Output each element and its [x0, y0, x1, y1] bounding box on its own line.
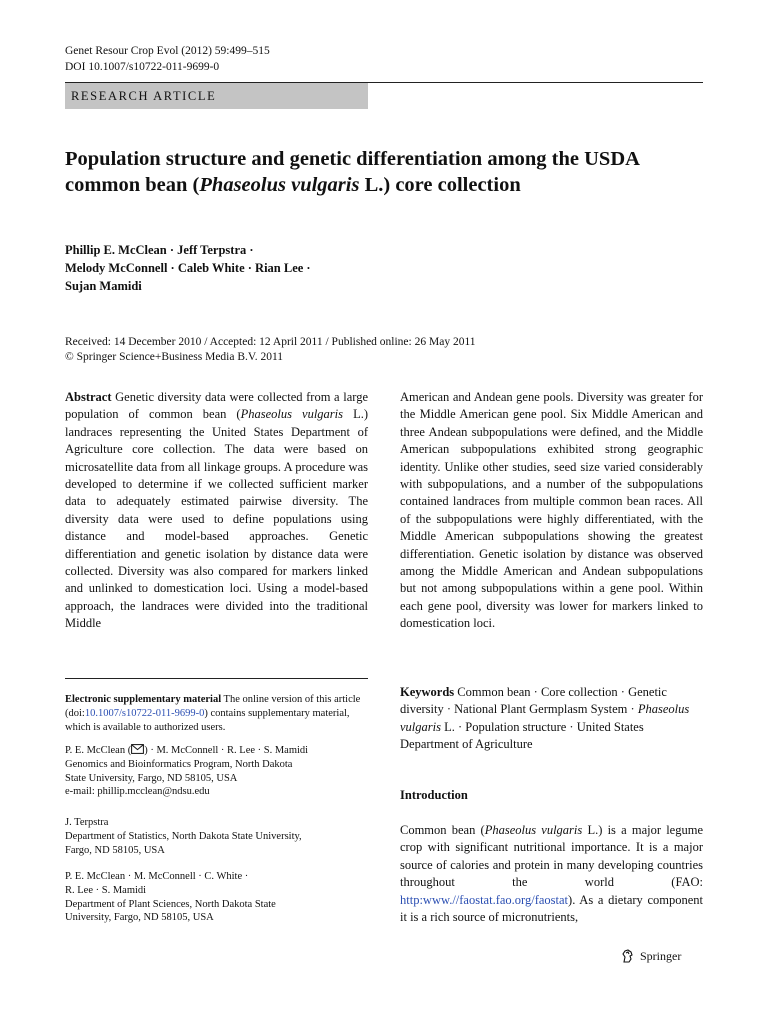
doi-line: DOI 10.1007/s10722-011-9699-0 [65, 61, 220, 73]
footnote-rule [65, 678, 368, 679]
affiliation-3-line2: R. Lee · S. Mamidi [65, 884, 147, 896]
springer-horse-icon [620, 948, 636, 964]
corresponding-author: P. E. McClean ( [65, 745, 132, 756]
affiliation-3-line4: University, Fargo, ND 58105, USA [65, 912, 214, 924]
esm-text2: ) contains supplementary material, which is available to authorized users. [65, 707, 350, 733]
affiliation-3-line1: P. E. McClean · M. McConnell · C. White · [65, 871, 249, 882]
envelope-icon [131, 744, 144, 754]
journal-line: Genet Resour Crop Evol (2012) 59:499–515 [65, 45, 270, 57]
affiliation-1 [65, 744, 368, 799]
author-list [65, 241, 705, 295]
intro-italic: Phaseolus vulgaris [484, 823, 583, 837]
intro-text1: Common bean ( [400, 823, 485, 837]
esm-text1: The online version of this article (doi: [65, 694, 361, 719]
affiliation-3 [65, 870, 368, 925]
affiliation-1-line3: State University, Fargo, ND 58105, USA [65, 772, 238, 784]
abstract-text2: L.) landraces representing the United States Department of Agriculture core collection. The data were based on microsatellite data from all linkage groups. A procedure was developed to determine if we collected sufficient marker data to adequately estimated pairwise diversity. The diversity data were used to define populations using distance and model-based approaches. Genetic differentiation and genetic isolation by distance data were collected. Diversity was also compared for markers linked and unlinked to domestication loci. Using a model-based approach, the landraces were divided into the traditional Middle [65, 407, 368, 631]
authors-line2: Melody McConnell · Caleb White · Rian Lee · [65, 261, 311, 275]
affiliation-3-line3: Department of Plant Sciences, North Dakota State [65, 898, 276, 910]
publisher-footer [620, 948, 681, 964]
abstract-right: American and Andean gene pools. Diversity was greater for the Middle American gene pool. Six Middle American and three Andean subpopulations were defined, and the Middle American subpopulations exhibited strong geographic identity. Unlike other studies, seed size varied considerably with subpopulations, and a number of the subpopulations contained landraces from multiple common bean races. All of the subpopulations were highly differentiated, with the Middle American subpopulations showing the greatest differentiation. Genetic isolation by distance was observed among the Middle American and Andean subpopulations but not among subpopulations within a gene pool. Within each gene pool, diversity was lower for markers linked to domestication loci. [400, 390, 703, 631]
esm-note [65, 693, 368, 734]
keywords-text2: L. · Population structure · United States Department of Agriculture [400, 719, 644, 752]
authors-line1: Phillip E. McClean · Jeff Terpstra · [65, 243, 254, 257]
faostat-link[interactable]: http:www.//faostat.fao.org/faostat [400, 892, 569, 907]
keywords-italic: Phaseolus vulgaris [400, 702, 690, 734]
publisher-name: Springer [640, 948, 682, 963]
intro-text2: L.) is a major legume crop with significant nutritional importance. It is a major source of calories and protein in many developing countries throughout the world (FAO: [400, 823, 703, 890]
abstract-left [65, 389, 368, 633]
keywords-block [400, 684, 703, 754]
dates-line: Received: 14 December 2010 / Accepted: 12 April 2011 / Published online: 26 May 2011 [65, 336, 476, 348]
affiliation-2 [65, 816, 368, 857]
abstract-heading: Abstract [65, 390, 112, 404]
esm-heading: Electronic supplementary material [65, 694, 222, 705]
intro-text3: ). As a dietary component it is a rich source of micronutrients, [400, 892, 703, 925]
copyright-line: © Springer Science+Business Media B.V. 2011 [65, 351, 284, 363]
abstract-italic: Phaseolus vulgaris [240, 407, 344, 422]
affiliation-1-line2: Genomics and Bioinformatics Program, North Dakota [65, 758, 293, 770]
affiliation-2-line2: Department of Statistics, North Dakota State University, [65, 830, 302, 842]
keywords-text1: Common bean · Core collection · Genetic diversity · National Plant Germplasm System · [400, 685, 667, 717]
introduction-heading: Introduction [400, 788, 468, 802]
affiliation-2-line1: J. Terpstra [65, 817, 109, 828]
affiliation-1-email[interactable]: e-mail: phillip.mcclean@ndsu.edu [65, 786, 210, 798]
abstract-text1: Genetic diversity data were collected from a large population of common bean ( [65, 390, 368, 422]
journal-citation [65, 43, 270, 75]
paper-title [65, 146, 705, 198]
affiliation-1-names [65, 744, 368, 758]
affiliation-2-line3: Fargo, ND 58105, USA [65, 844, 165, 856]
affiliation-1-coauthors: ) · M. McConnell · R. Lee · S. Mamidi [144, 745, 309, 756]
keywords-heading: Keywords [400, 685, 455, 699]
authors-line3: Sujan Mamidi [65, 279, 142, 293]
introduction-text [400, 822, 703, 926]
title-part1: Population structure and genetic differentiation among the USDA common bean ( [65, 148, 639, 196]
publication-dates [65, 335, 476, 365]
article-type-banner: RESEARCH ARTICLE [65, 83, 368, 109]
esm-doi-link[interactable]: 10.1007/s10722-011-9699-0 [84, 707, 205, 719]
title-italic: Phaseolus vulgaris [199, 174, 360, 196]
title-part2: L.) core collection [359, 174, 521, 196]
